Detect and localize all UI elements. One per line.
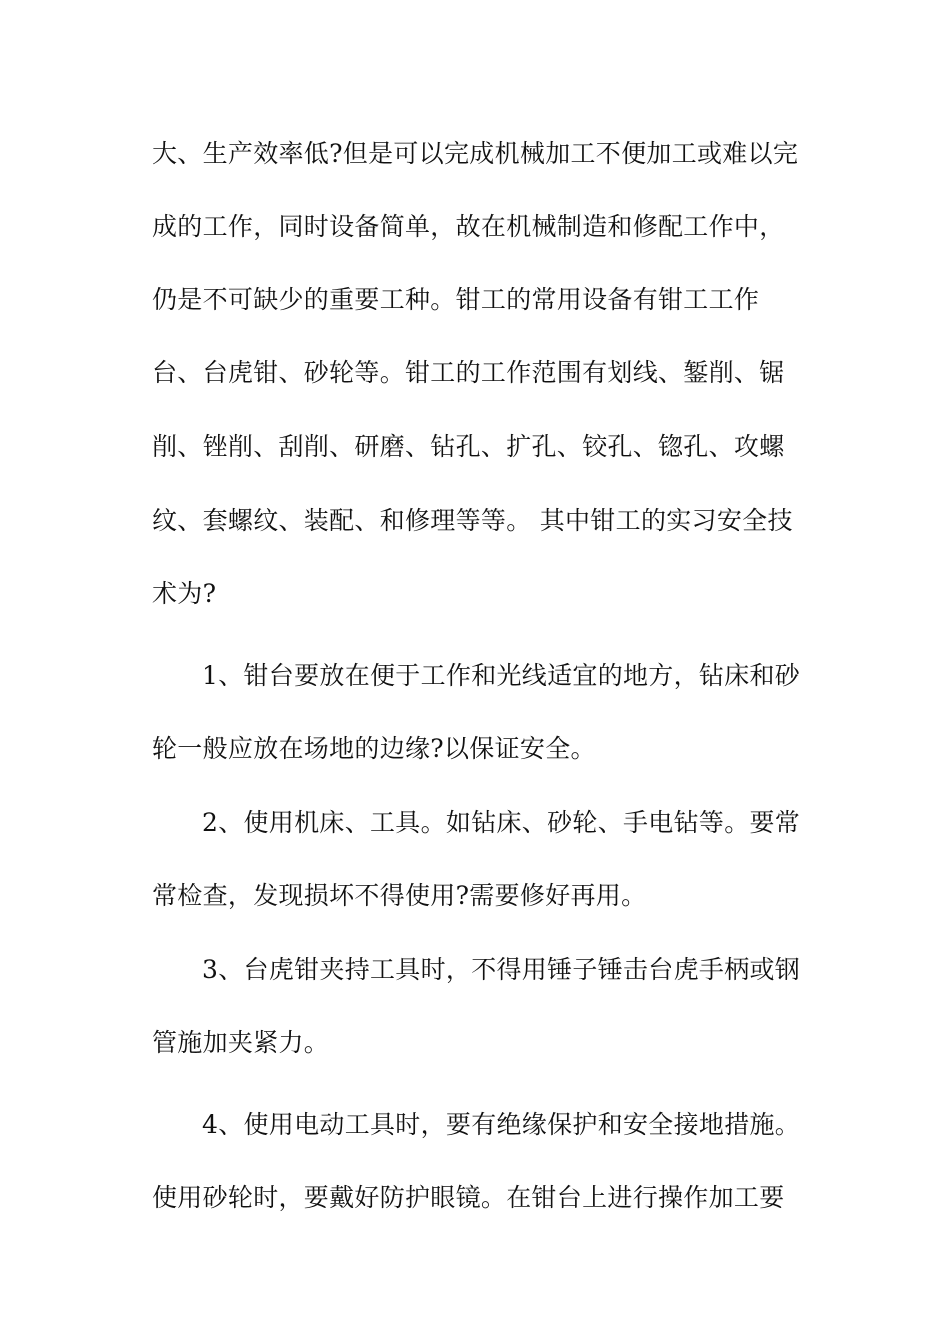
text-line: 常检查，发现损坏不得使用?需要修好再用。 [152,881,647,910]
text-line: 1、钳台要放在便于工作和光线适宜的地方，钻床和砂 [202,661,801,690]
text-line: 管施加夹紧力。 [152,1028,330,1057]
text-line: 仍是不可缺少的重要工种。钳工的常用设备有钳工工作 [152,285,760,314]
text-line: 台、台虎钳、砂轮等。钳工的工作范围有划线、錾削、锯 [152,358,785,387]
text-line: 术为? [152,579,217,608]
text-line: 削、锉削、刮削、研磨、钻孔、扩孔、铰孔、锪孔、攻螺 [152,432,785,461]
text-line: 3、台虎钳夹持工具时，不得用锤子锤击台虎手柄或钢 [202,955,801,984]
text-line: 4、使用电动工具时，要有绝缘保护和安全接地措施。 [202,1110,801,1139]
text-line: 大、生产效率低?但是可以完成机械加工不便加工或难以完 [152,139,799,168]
text-line: 成的工作，同时设备简单，故在机械制造和修配工作中， [152,212,785,241]
text-line: 纹、套螺纹、装配、和修理等等。 其中钳工的实习安全技 [152,506,793,535]
text-line: 2、使用机床、工具。如钻床、砂轮、手电钻等。要常 [202,808,801,837]
text-line: 使用砂轮时，要戴好防护眼镜。在钳台上进行操作加工要 [152,1183,785,1212]
text-line: 轮一般应放在场地的边缘?以保证安全。 [152,734,596,763]
